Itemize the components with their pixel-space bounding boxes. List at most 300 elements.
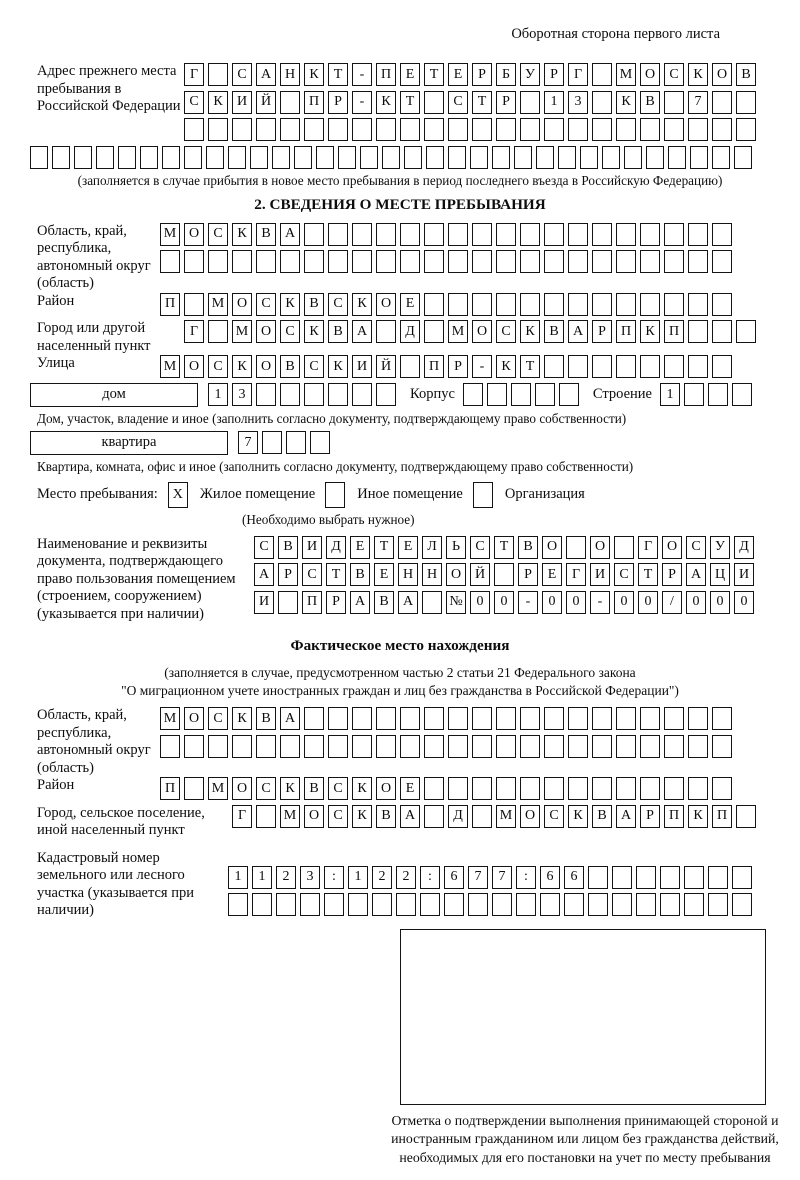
char-cell [424, 707, 444, 730]
char-cell [568, 118, 588, 141]
char-cell [640, 355, 660, 378]
char-cell: А [568, 320, 588, 343]
char-cell: О [376, 293, 396, 316]
char-cell [520, 250, 540, 273]
char-cell: В [278, 536, 298, 559]
char-cell [559, 383, 579, 406]
char-cell [262, 431, 282, 454]
char-cell: : [516, 866, 536, 889]
char-cell [708, 383, 728, 406]
char-cell [496, 735, 516, 758]
char-cell [664, 735, 684, 758]
char-cell [544, 355, 564, 378]
char-cell: 1 [660, 383, 680, 406]
char-cell [688, 707, 708, 730]
char-cell [612, 866, 632, 889]
char-cell [160, 250, 180, 273]
char-cell: Е [398, 536, 418, 559]
char-cell [568, 707, 588, 730]
char-cell [184, 777, 204, 800]
char-cell [328, 250, 348, 273]
char-cell [468, 893, 488, 916]
char-cell: С [614, 563, 634, 586]
fact-region-label: Область, край, республика, автономный округ (область) [37, 707, 151, 776]
char-cell [536, 146, 554, 169]
char-cell [228, 893, 248, 916]
char-cell [660, 866, 680, 889]
char-cell [708, 893, 728, 916]
char-cell: И [254, 591, 274, 614]
char-cell [496, 250, 516, 273]
char-cell [304, 250, 324, 273]
char-cell [544, 250, 564, 273]
char-cell [382, 146, 400, 169]
char-cell: 3 [568, 91, 588, 114]
prev-address-row-2 [184, 91, 760, 114]
char-cell [316, 146, 334, 169]
fact-district-row [160, 777, 736, 800]
char-cell: - [472, 355, 492, 378]
char-cell: К [616, 91, 636, 114]
char-cell [448, 146, 466, 169]
char-cell [712, 320, 732, 343]
char-cell [52, 146, 70, 169]
stay-option-checkbox-residential[interactable]: X [168, 482, 188, 508]
char-cell: Д [326, 536, 346, 559]
stay-option-checkbox-other-premises[interactable] [325, 482, 345, 508]
char-cell: Р [326, 591, 346, 614]
stay-type-label: Место пребывания: [37, 486, 158, 502]
document-label: Наименование и реквизиты документа, подтверждающего право пользования помещением (строением, сооружением) (указывается при наличии) [37, 535, 236, 622]
char-cell [712, 146, 730, 169]
char-cell: Т [472, 91, 492, 114]
field-street [30, 355, 770, 383]
section2-title: 2. СВЕДЕНИЯ О МЕСТЕ ПРЕБЫВАНИЯ [254, 195, 546, 213]
char-cell: П [160, 293, 180, 316]
char-cell: Е [400, 63, 420, 86]
char-cell [514, 146, 532, 169]
char-cell [712, 223, 732, 246]
char-cell: - [518, 591, 538, 614]
char-cell [564, 893, 584, 916]
char-cell [616, 293, 636, 316]
fact-region-row-1 [160, 707, 736, 730]
char-cell [592, 118, 612, 141]
char-cell [424, 735, 444, 758]
char-cell [544, 707, 564, 730]
char-cell: Е [400, 293, 420, 316]
char-cell [184, 118, 204, 141]
char-cell: К [520, 320, 540, 343]
char-cell: Г [568, 63, 588, 86]
char-cell: Р [472, 63, 492, 86]
char-cell: 2 [396, 866, 416, 889]
char-cell: П [304, 91, 324, 114]
char-cell: Р [278, 563, 298, 586]
char-cell [396, 893, 416, 916]
char-cell [118, 146, 136, 169]
char-cell [422, 591, 442, 614]
char-cell [256, 383, 276, 406]
char-cell [664, 293, 684, 316]
char-cell [352, 223, 372, 246]
stroenie-label: Строение [592, 386, 652, 402]
char-cell: Й [256, 91, 276, 114]
char-cell [328, 118, 348, 141]
char-cell: 0 [542, 591, 562, 614]
actual-location-title: Фактическое место нахождения [290, 637, 510, 654]
char-cell [568, 777, 588, 800]
char-cell: С [544, 805, 564, 828]
char-cell: С [664, 63, 684, 86]
char-cell [400, 118, 420, 141]
char-cell: П [160, 777, 180, 800]
char-cell: Т [326, 563, 346, 586]
char-cell [338, 146, 356, 169]
char-cell: У [520, 63, 540, 86]
char-cell [736, 118, 756, 141]
prev-address-note: (заполняется в случае прибытия в новое место пребывания в период последнего въезда в Российскую Федерацию) [77, 173, 723, 188]
char-cell [616, 355, 636, 378]
actual-location-note-line1: (заполняется в случае, предусмотренном частью 2 статьи 21 Федерального закона [164, 665, 636, 680]
char-cell: В [304, 777, 324, 800]
char-cell [348, 893, 368, 916]
char-cell: Ц [710, 563, 730, 586]
char-cell: В [280, 355, 300, 378]
prev-address-row-3 [184, 118, 760, 141]
char-cell [688, 293, 708, 316]
char-cell: К [376, 91, 396, 114]
fact-city-row [232, 805, 760, 828]
char-cell [640, 293, 660, 316]
char-cell: Г [566, 563, 586, 586]
char-cell: Д [734, 536, 754, 559]
char-cell: С [470, 536, 490, 559]
char-cell: О [256, 320, 276, 343]
char-cell [470, 146, 488, 169]
stamp-caption: Отметка о подтверждении выполнения принимающей стороной и иностранным гражданином или лицом без гражданства действий, необходимых для его постановки на учет по месту пребывания [391, 1112, 779, 1165]
char-cell [612, 893, 632, 916]
char-cell [496, 293, 516, 316]
char-cell [352, 118, 372, 141]
char-cell [732, 866, 752, 889]
char-cell: 0 [710, 591, 730, 614]
char-cell [640, 223, 660, 246]
char-cell: Т [328, 63, 348, 86]
char-cell [664, 355, 684, 378]
char-cell [568, 250, 588, 273]
char-cell: Е [542, 563, 562, 586]
char-cell [280, 383, 300, 406]
char-cell [520, 91, 540, 114]
korpus-label: Корпус [410, 386, 455, 402]
city-label: Город или другой населенный пункт [37, 320, 151, 354]
char-cell [328, 383, 348, 406]
prev-address-label: Адрес прежнего места пребывания в Российской Федерации [37, 63, 181, 114]
char-cell [300, 893, 320, 916]
cadastre-row-1 [228, 866, 756, 889]
char-cell [162, 146, 180, 169]
char-cell: / [662, 591, 682, 614]
char-cell: О [232, 777, 252, 800]
district-row [160, 293, 736, 316]
char-cell: К [280, 293, 300, 316]
char-cell [664, 223, 684, 246]
char-cell: К [232, 355, 252, 378]
char-cell [324, 893, 344, 916]
char-cell [448, 118, 468, 141]
char-cell: 6 [540, 866, 560, 889]
char-cell: А [398, 591, 418, 614]
char-cell: 7 [468, 866, 488, 889]
char-cell [640, 118, 660, 141]
char-cell: П [302, 591, 322, 614]
char-cell: О [446, 563, 466, 586]
char-cell [544, 735, 564, 758]
char-cell [376, 320, 396, 343]
char-cell [208, 63, 228, 86]
char-cell [736, 320, 756, 343]
char-cell: А [350, 591, 370, 614]
char-cell [448, 293, 468, 316]
char-cell [208, 320, 228, 343]
char-cell [592, 707, 612, 730]
char-cell: Т [400, 91, 420, 114]
field-fact-city [30, 805, 770, 840]
char-cell [732, 893, 752, 916]
stay-option-checkbox-organization[interactable] [473, 482, 493, 508]
char-cell: И [590, 563, 610, 586]
char-cell: О [590, 536, 610, 559]
char-cell [640, 777, 660, 800]
char-cell [400, 735, 420, 758]
char-cell [688, 777, 708, 800]
char-cell: К [304, 320, 324, 343]
char-cell [310, 431, 330, 454]
char-cell [688, 118, 708, 141]
char-cell: С [208, 707, 228, 730]
char-cell: С [184, 91, 204, 114]
char-cell [304, 383, 324, 406]
char-cell [400, 250, 420, 273]
char-cell: : [420, 866, 440, 889]
char-cell: К [568, 805, 588, 828]
char-cell [492, 893, 512, 916]
char-cell [544, 223, 564, 246]
char-cell: М [160, 707, 180, 730]
char-cell [664, 707, 684, 730]
char-cell [472, 250, 492, 273]
char-cell [256, 805, 276, 828]
actual-location-note [30, 664, 770, 700]
char-cell: О [184, 223, 204, 246]
char-cell: В [374, 591, 394, 614]
char-cell: Д [400, 320, 420, 343]
char-cell [74, 146, 92, 169]
char-cell [520, 777, 540, 800]
char-cell [516, 893, 536, 916]
char-cell: К [496, 355, 516, 378]
char-cell: И [232, 91, 252, 114]
char-cell [472, 735, 492, 758]
char-cell [96, 146, 114, 169]
char-cell: О [472, 320, 492, 343]
char-cell [688, 250, 708, 273]
char-cell: В [640, 91, 660, 114]
char-cell: С [304, 355, 324, 378]
char-cell [712, 91, 732, 114]
char-cell: И [734, 563, 754, 586]
char-cell [208, 735, 228, 758]
region-row-2 [160, 250, 736, 273]
char-cell [252, 893, 272, 916]
char-cell: Й [470, 563, 490, 586]
district-label: Район [37, 292, 75, 309]
char-cell: Р [448, 355, 468, 378]
stroenie-cells [660, 383, 756, 406]
char-cell [540, 893, 560, 916]
char-cell: В [256, 707, 276, 730]
char-cell: Е [448, 63, 468, 86]
char-cell: С [208, 223, 228, 246]
char-cell: Т [424, 63, 444, 86]
char-cell: 0 [470, 591, 490, 614]
char-cell: Н [280, 63, 300, 86]
char-cell [602, 146, 620, 169]
fact-city-label: Город, сельское поселение, иной населенный пункт [37, 804, 205, 838]
char-cell [732, 383, 752, 406]
char-cell: 7 [688, 91, 708, 114]
char-cell: О [520, 805, 540, 828]
char-cell [660, 893, 680, 916]
char-cell [664, 91, 684, 114]
char-cell [206, 146, 224, 169]
char-cell [424, 118, 444, 141]
cadastre-label: Кадастровый номер земельного или лесного участка (указывается при наличии) [37, 849, 194, 918]
char-cell [278, 591, 298, 614]
char-cell: О [640, 63, 660, 86]
field-region [30, 223, 770, 293]
char-cell [400, 707, 420, 730]
stay-option-label-organization: Организация [504, 486, 585, 502]
char-cell: К [640, 320, 660, 343]
char-cell: 3 [232, 383, 252, 406]
char-cell [544, 118, 564, 141]
char-cell: П [616, 320, 636, 343]
char-cell: О [232, 293, 252, 316]
char-cell: 1 [252, 866, 272, 889]
char-cell [664, 250, 684, 273]
char-cell [520, 223, 540, 246]
flat-box-label: квартира [30, 431, 228, 455]
char-cell: В [328, 320, 348, 343]
document-row-2 [254, 563, 758, 586]
char-cell [580, 146, 598, 169]
char-cell [712, 735, 732, 758]
char-cell [360, 146, 378, 169]
char-cell: В [376, 805, 396, 828]
fact-region-row-2 [160, 735, 736, 758]
char-cell: 6 [444, 866, 464, 889]
char-cell [463, 383, 483, 406]
char-cell: Й [376, 355, 396, 378]
char-cell [712, 777, 732, 800]
char-cell [472, 223, 492, 246]
char-cell [472, 805, 492, 828]
stay-type-row [30, 482, 770, 508]
char-cell: Р [328, 91, 348, 114]
char-cell: 1 [348, 866, 368, 889]
char-cell [640, 250, 660, 273]
char-cell [184, 293, 204, 316]
char-cell [708, 866, 728, 889]
char-cell: Е [350, 536, 370, 559]
char-cell: 7 [492, 866, 512, 889]
char-cell [424, 805, 444, 828]
char-cell [280, 118, 300, 141]
char-cell: К [352, 293, 372, 316]
char-cell [448, 707, 468, 730]
field-prev-address [30, 63, 770, 146]
char-cell [140, 146, 158, 169]
char-cell [558, 146, 576, 169]
field-fact-region [30, 707, 770, 777]
char-cell [448, 250, 468, 273]
house-note: Дом, участок, владение и иное (заполнить согласно документу, подтверждающему право собственности) [37, 411, 627, 426]
field-flat [30, 431, 770, 455]
stay-option-label-other-premises: Иное помещение [357, 486, 463, 502]
char-cell: У [710, 536, 730, 559]
char-cell [404, 146, 422, 169]
field-cadastre [30, 850, 770, 921]
char-cell: О [256, 355, 276, 378]
char-cell: Р [640, 805, 660, 828]
field-fact-district [30, 777, 770, 805]
char-cell: П [376, 63, 396, 86]
char-cell [568, 223, 588, 246]
char-cell: Н [398, 563, 418, 586]
char-cell: Г [638, 536, 658, 559]
char-cell [472, 777, 492, 800]
char-cell: П [424, 355, 444, 378]
char-cell [664, 777, 684, 800]
char-cell: И [302, 536, 322, 559]
char-cell: 7 [238, 431, 258, 454]
char-cell: В [736, 63, 756, 86]
stay-option-label-residential: Жилое помещение [199, 486, 316, 502]
char-cell [352, 250, 372, 273]
char-cell: 1 [228, 866, 248, 889]
char-cell [614, 536, 634, 559]
char-cell [511, 383, 531, 406]
char-cell: 0 [494, 591, 514, 614]
char-cell [424, 777, 444, 800]
char-cell [544, 293, 564, 316]
char-cell [712, 118, 732, 141]
char-cell [256, 118, 276, 141]
char-cell: Ь [446, 536, 466, 559]
char-cell: С [328, 805, 348, 828]
char-cell: С [254, 536, 274, 559]
char-cell [372, 893, 392, 916]
prev-address-row-1 [184, 63, 760, 86]
char-cell [616, 777, 636, 800]
city-row [184, 320, 760, 343]
char-cell [400, 223, 420, 246]
char-cell: Е [400, 777, 420, 800]
char-cell: А [254, 563, 274, 586]
char-cell: К [304, 63, 324, 86]
